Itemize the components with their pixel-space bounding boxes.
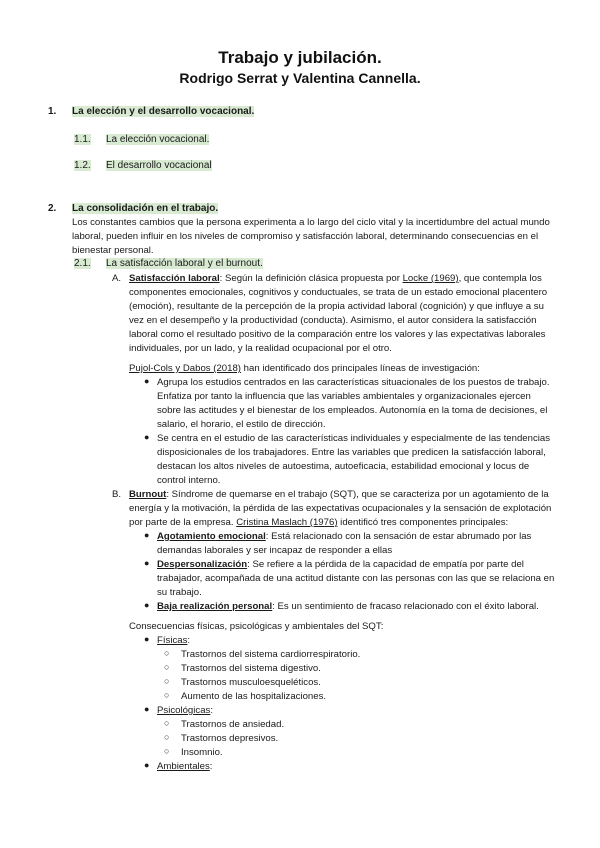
- component-baja-realizacion: Baja realización personal: Es un sentimiento de fracaso relacionado con el éxito laboral.: [157, 601, 539, 612]
- subsection-1-2-label: El desarrollo vocacional: [106, 160, 212, 171]
- circle-bullet-icon: ○: [164, 690, 170, 700]
- pujol-paragraph: Pujol-Cols y Dabos (2018) han identificado dos principales líneas de investigación:: [129, 363, 480, 374]
- category-fisicas: Físicas:: [157, 635, 191, 646]
- circle-bullet-icon: ○: [164, 648, 170, 658]
- research-line-1: Agrupa los estudios centrados en las características situacionales de los puestos de trabajo. Enfatiza por tanto la influencia que las variables ambientales y organizacionales ejercen sobre las actitudes y el bienestar de los empleados. Autonomía en la toma de decisiones, el salario, el horario, el estilo de dirección.: [157, 377, 550, 430]
- bullet-icon: ●: [144, 530, 150, 540]
- subsection-1-1-label: La elección vocacional.: [106, 134, 210, 145]
- circle-bullet-icon: ○: [164, 662, 170, 672]
- bullet-icon: ●: [144, 634, 150, 644]
- section-1-number: 1.: [48, 106, 57, 117]
- bullet-icon: ●: [144, 760, 150, 770]
- category-ambientales: Ambientales:: [157, 761, 213, 772]
- circle-bullet-icon: ○: [164, 676, 170, 686]
- list-item: Trastornos depresivos.: [181, 733, 279, 744]
- consequences-intro: Consecuencias físicas, psicológicas y ambientales del SQT:: [129, 621, 384, 632]
- list-item: Trastornos del sistema digestivo.: [181, 663, 321, 674]
- list-item: Aumento de las hospitalizaciones.: [181, 691, 327, 702]
- item-a-paragraph: Satisfacción laboral: Según la definición clásica propuesta por Locke (1969), que contempla los componentes emocionales, cognitivos y conductuales, se trata de un estado emocional placentero (emoción), resultante de la percepción de la propia actividad laboral (cognición) y que influye a su vez en el desempeño y la productividad (conducta). Asimismo, el autor considera la satisfacción laboral como el resultado positivo de la comparación entre los valores y las expectativas laborales individuales, por un lado, y la realidad ocupacional por el otro.: [129, 273, 548, 354]
- citation-locke: Locke (1969): [402, 273, 459, 284]
- section-1-heading: La elección y el desarrollo vocacional.: [72, 106, 255, 117]
- bullet-icon: ●: [144, 558, 150, 568]
- list-item: Trastornos musculoesqueléticos.: [181, 677, 321, 688]
- component-agotamiento: Agotamiento emocional: Está relacionado con la sensación de estar abrumado por las demandas laborales y ser incapaz de responder a ellas: [157, 531, 532, 556]
- component-despersonalizacion: Despersonalización: Se refiere a la pérdida de la capacidad de empatía por parte del trabajador, acompañada de una actitud distante con las personas con las que se relaciona en su trabajo.: [157, 559, 555, 598]
- section-2-number: 2.: [48, 203, 57, 214]
- section-2-heading: La consolidación en el trabajo.: [72, 203, 219, 214]
- item-a-letter: A.: [112, 273, 122, 284]
- bullet-icon: ●: [144, 704, 150, 714]
- category-psicologicas: Psicológicas:: [157, 705, 213, 716]
- circle-bullet-icon: ○: [164, 718, 170, 728]
- subsection-1-1-number: 1.1.: [74, 134, 91, 145]
- term-burnout: Burnout: [129, 489, 167, 500]
- list-item: Trastornos de ansiedad.: [181, 719, 285, 730]
- subsection-1-2-number: 1.2.: [74, 160, 91, 171]
- item-b-letter: B.: [112, 489, 122, 500]
- research-line-2: Se centra en el estudio de las características individuales y especialmente de las tendencias disposicionales de los trabajadores. Entre las variables que predicen la satisfacción laboral, destacan los altos niveles de autoestima, autoeficacia, estabilidad emocional y locus de control interno.: [157, 433, 551, 486]
- subsection-2-1-label: La satisfacción laboral y el burnout.: [106, 258, 263, 269]
- citation-pujol: Pujol-Cols y Dabos (2018): [129, 363, 241, 374]
- list-item: Insomnio.: [181, 747, 223, 758]
- circle-bullet-icon: ○: [164, 746, 170, 756]
- item-b-paragraph: Burnout: Síndrome de quemarse en el trabajo (SQT), que se caracteriza por un agotamiento de la energía y la motivación, la pérdida de las expectativas ocupacionales y la sensación de explotación por parte de la empresa. Cristina Maslach (1976) identificó tres componentes principales:: [129, 489, 552, 528]
- list-item: Trastornos del sistema cardiorrespiratorio.: [181, 649, 361, 660]
- circle-bullet-icon: ○: [164, 732, 170, 742]
- document-authors: Rodrigo Serrat y Valentina Cannella.: [179, 70, 421, 86]
- term-satisfaccion-laboral: Satisfacción laboral: [129, 273, 220, 284]
- citation-maslach: Cristina Maslach (1976): [236, 517, 338, 528]
- section-2-intro: Los constantes cambios que la persona experimenta a lo largo del ciclo vital y la incertidumbre del actual mundo laboral, pueden influir en los niveles de compromiso y satisfacción laboral, determinando consecuencias en el bienestar personal.: [72, 217, 550, 256]
- bullet-icon: ●: [144, 600, 150, 610]
- bullet-icon: ●: [144, 432, 150, 442]
- bullet-icon: ●: [144, 376, 150, 386]
- document-title: Trabajo y jubilación.: [218, 48, 382, 67]
- subsection-2-1-number: 2.1.: [74, 258, 91, 269]
